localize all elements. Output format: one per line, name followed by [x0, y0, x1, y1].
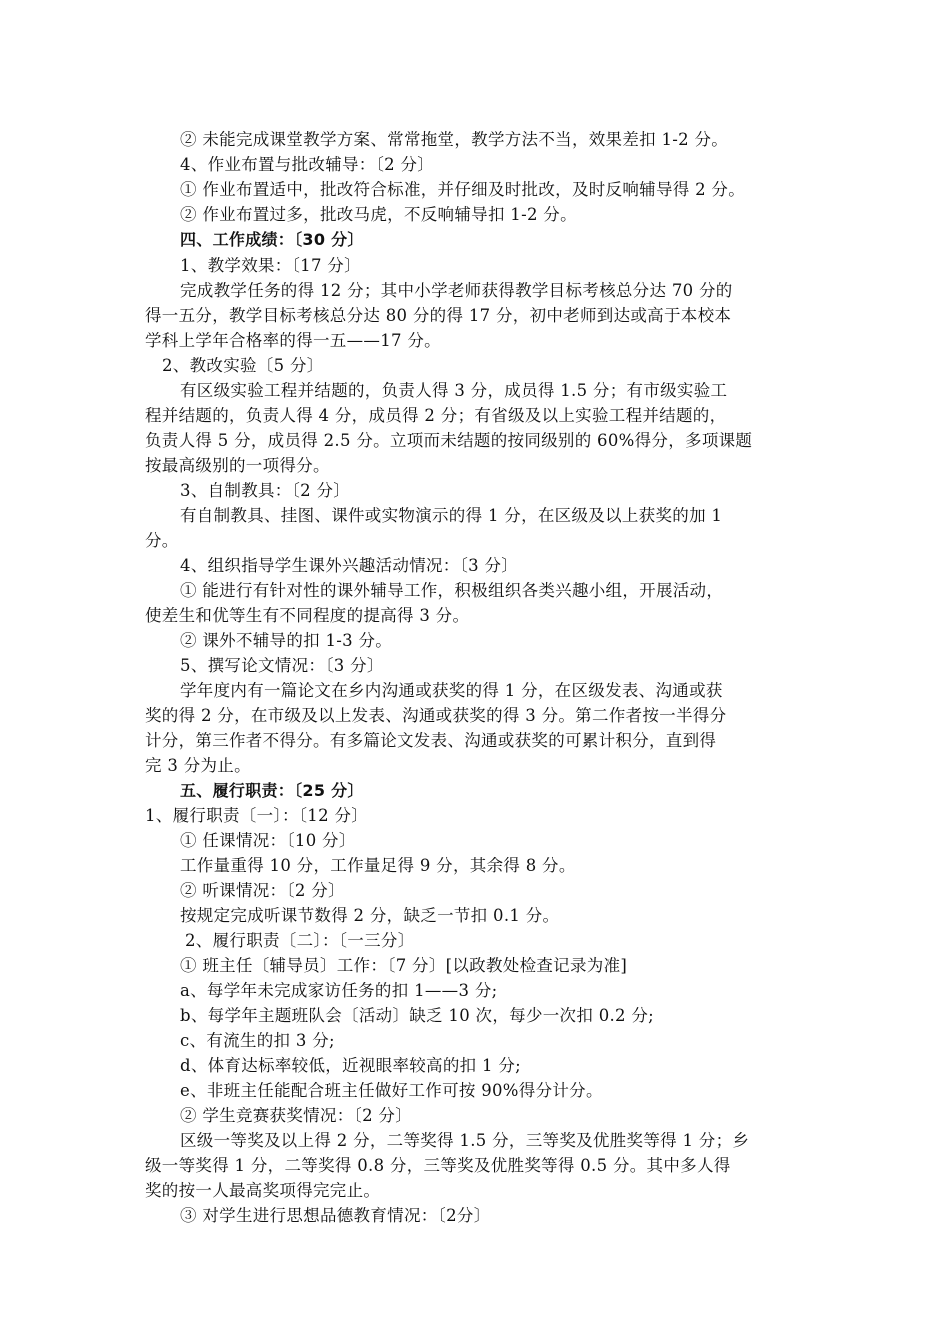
text-line: 2、履行职责〔二〕：〔一三分〕 [185, 931, 415, 950]
text-line: 程并结题的，负责人得 4 分，成员得 2 分；有省级及以上实验工程并结题的， [145, 406, 727, 425]
text-line: 级一等奖得 1 分，二等奖得 0.8 分，三等奖及优胜奖等得 0.5 分。其中多人得 [145, 1156, 731, 1175]
text-line: 3、自制教具：〔2 分〕 [180, 481, 351, 500]
text-line: 5、撰写论文情况：〔3 分〕 [180, 656, 384, 675]
text-line: a、每学年未完成家访任务的扣 1——3 分; [180, 981, 498, 1000]
section-heading: 四、工作成绩：〔30 分〕 [180, 230, 364, 249]
text-line: 完成教学任务的得 12 分；其中小学老师获得教学目标考核总分达 70 分的 [180, 281, 733, 300]
text-line: 得一五分，教学目标考核总分达 80 分的得 17 分，初中老师到达或高于本校本 [145, 306, 732, 325]
text-line: 奖的得 2 分，在市级及以上发表、沟通或获奖的得 3 分。第二作者按一半得分 [145, 706, 727, 725]
text-line: ① 班主任〔辅导员〕工作：〔7 分〕[以政教处检查记录为准] [180, 956, 628, 975]
text-line: 1、教学效果：〔17 分〕 [180, 256, 361, 275]
text-line: ① 能进行有针对性的课外辅导工作，积极组织各类兴趣小组，开展活动， [180, 581, 724, 600]
text-line: 2、教改实验〔5 分〕 [162, 356, 324, 375]
text-line: 有区级实验工程并结题的，负责人得 3 分，成员得 1.5 分；有市级实验工 [180, 381, 728, 400]
text-line: ② 作业布置过多，批改马虎，不反响辅导扣 1-2 分。 [180, 205, 577, 224]
text-line: 按最高级别的一项得分。 [145, 456, 330, 475]
text-line: 1、履行职责〔一〕：〔12 分〕 [145, 806, 369, 825]
text-line: 分。 [145, 531, 179, 550]
text-line: 负责人得 5 分，成员得 2.5 分。立项而未结题的按同级别的 60%得分，多项课题 [145, 431, 753, 450]
section-heading: 五、履行职责：〔25 分〕 [180, 781, 364, 800]
text-line: 学科上学年合格率的得一五——17 分。 [145, 331, 441, 350]
text-line: 完 3 分为止。 [145, 756, 251, 775]
text-line: b、每学年主题班队会〔活动〕缺乏 10 次，每少一次扣 0.2 分; [180, 1006, 655, 1025]
text-line: 工作量重得 10 分，工作量足得 9 分，其余得 8 分。 [180, 856, 576, 875]
text-line: 4、作业布置与批改辅导：〔2 分〕 [180, 155, 435, 174]
text-line: 学年度内有一篇论文在乡内沟通或获奖的得 1 分，在区级发表、沟通或获 [180, 681, 723, 700]
text-line: ③ 对学生进行思想品德教育情况：〔2分〕 [180, 1206, 491, 1225]
text-line: ② 听课情况：〔2 分〕 [180, 881, 345, 900]
text-line: c、有流生的扣 3 分; [180, 1031, 335, 1050]
text-line: e、非班主任能配合班主任做好工作可按 90%得分计分。 [180, 1081, 603, 1100]
text-line: ② 学生竞赛获奖情况：〔2 分〕 [180, 1106, 413, 1125]
text-line: ① 作业布置适中，批改符合标准，并仔细及时批改，及时反响辅导得 2 分。 [180, 180, 746, 199]
text-line: ② 未能完成课堂教学方案、常常拖堂，教学方法不当，效果差扣 1-2 分。 [180, 130, 729, 149]
text-line: 有自制教具、挂图、课件或实物演示的得 1 分，在区级及以上获奖的加 1 [180, 506, 723, 525]
text-line: 计分，第三作者不得分。有多篇论文发表、沟通或获奖的可累计积分，直到得 [145, 731, 717, 750]
text-line: ② 课外不辅导的扣 1-3 分。 [180, 631, 393, 650]
text-line: ① 任课情况：〔10 分〕 [180, 831, 356, 850]
text-line: 使差生和优等生有不同程度的提高得 3 分。 [145, 606, 470, 625]
text-line: 4、组织指导学生课外兴趣活动情况：〔3 分〕 [180, 556, 519, 575]
text-line: 奖的按一人最高奖项得完完止。 [145, 1181, 381, 1200]
text-line: 区级一等奖及以上得 2 分，二等奖得 1.5 分，三等奖及优胜奖等得 1 分；乡 [180, 1131, 750, 1150]
text-line: 按规定完成听课节数得 2 分，缺乏一节扣 0.1 分。 [180, 906, 560, 925]
text-line: d、体育达标率较低，近视眼率较高的扣 1 分; [180, 1056, 522, 1075]
